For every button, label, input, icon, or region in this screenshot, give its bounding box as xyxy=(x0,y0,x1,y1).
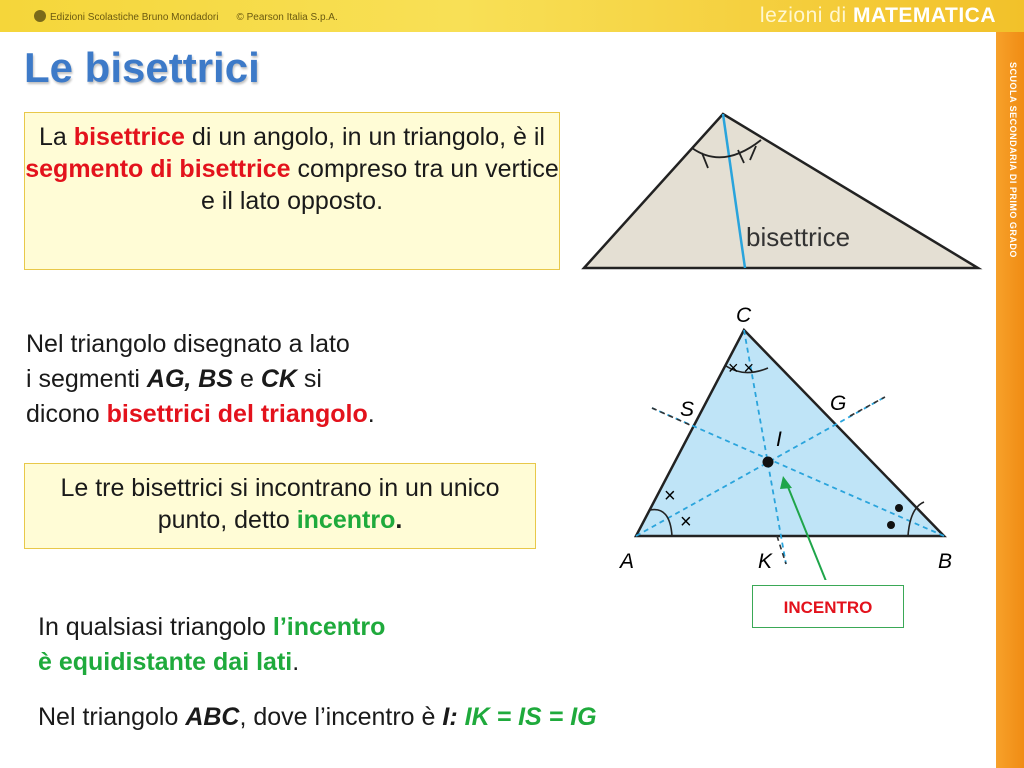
para1-and: e xyxy=(233,365,261,393)
paragraph-equidistant xyxy=(38,610,385,680)
para3-i: I xyxy=(442,703,450,731)
incentro-box xyxy=(24,463,536,549)
paragraph-equality xyxy=(38,700,597,735)
para1-dot: . xyxy=(367,400,375,428)
para3-colon: : xyxy=(449,703,465,731)
vertex-c: C xyxy=(736,304,752,327)
para2-line1 xyxy=(38,610,385,645)
point-i: I xyxy=(776,428,782,451)
box2-text: Le tre bisettrici si incontrano in un unico punto, detto xyxy=(60,474,500,534)
box1-segmento: segmento di bisettrice xyxy=(25,155,291,183)
box2-incentro: incentro xyxy=(296,506,396,534)
publisher-info xyxy=(34,10,338,23)
tick-mark-a1: × xyxy=(664,485,676,507)
definition-box xyxy=(24,112,560,270)
para2-incentro: l’incentro xyxy=(272,613,386,641)
para1-si: si xyxy=(296,365,322,393)
vertex-a: A xyxy=(620,550,635,573)
segment-ck: CK xyxy=(260,365,297,393)
box1-bisettrice: bisettrice xyxy=(73,123,185,151)
para2-dot: . xyxy=(292,648,300,676)
top-bar xyxy=(0,0,1024,32)
box1-text-1: La xyxy=(39,123,74,151)
segment-ag: AG xyxy=(146,365,185,393)
box1-text-2: di un angolo, in un triangolo, è il xyxy=(184,123,545,151)
bisector-figure xyxy=(578,108,988,276)
vertex-b: B xyxy=(938,550,953,573)
point-g: G xyxy=(830,392,847,415)
incenter-point xyxy=(763,457,774,468)
sidebar-text: SCUOLA SECONDARIA DI PRIMO GRADO xyxy=(1008,62,1018,258)
point-k: K xyxy=(758,550,773,573)
copyright: © Pearson Italia S.p.A. xyxy=(236,12,338,23)
incenter-figure xyxy=(600,298,980,580)
para3-equation: IK = IS = IG xyxy=(464,703,597,731)
para1-comma: , xyxy=(184,365,192,393)
box1-text-3: compreso tra un vertice e il lato opposto. xyxy=(200,155,559,215)
publisher-name: Edizioni Scolastiche Bruno Mondadori xyxy=(50,12,219,23)
para2-line2 xyxy=(38,645,385,680)
tick-mark-a2: × xyxy=(680,511,692,533)
para1-line2 xyxy=(26,362,375,397)
para1-line3 xyxy=(26,397,375,432)
segment-bs: BS xyxy=(198,365,234,393)
point-s: S xyxy=(680,398,695,421)
para2-text: In qualsiasi triangolo xyxy=(38,613,273,641)
para1-text: i segmenti xyxy=(26,365,147,393)
para2-equidistante: è equidistante dai lati xyxy=(38,648,293,676)
angle-dot-b2 xyxy=(887,521,895,529)
bisettrice-label: bisettrice xyxy=(746,222,851,252)
side-bar xyxy=(996,32,1024,768)
publisher-logo-icon xyxy=(34,10,46,22)
para1-dicono: dicono xyxy=(26,400,107,428)
extension-k xyxy=(777,536,786,564)
brand-title xyxy=(760,4,996,28)
brand-light: lezioni di xyxy=(759,4,847,27)
tick-marks-c: × × xyxy=(728,358,755,378)
incentro-label: INCENTRO xyxy=(752,585,904,628)
para3-abc: ABC xyxy=(185,703,240,731)
page-title: Le bisettrici xyxy=(24,44,260,91)
brand-bold: MATEMATICA xyxy=(852,4,996,27)
para3-text-1: Nel triangolo xyxy=(38,703,186,731)
para3-text-2: , dove l’incentro è xyxy=(239,703,443,731)
paragraph-bisettrici xyxy=(26,327,375,432)
box2-dot: . xyxy=(395,506,403,534)
angle-dot-b1 xyxy=(895,504,903,512)
para1-highlight: bisettrici del triangolo xyxy=(106,400,368,428)
para1-line1: Nel triangolo disegnato a lato xyxy=(26,330,350,358)
